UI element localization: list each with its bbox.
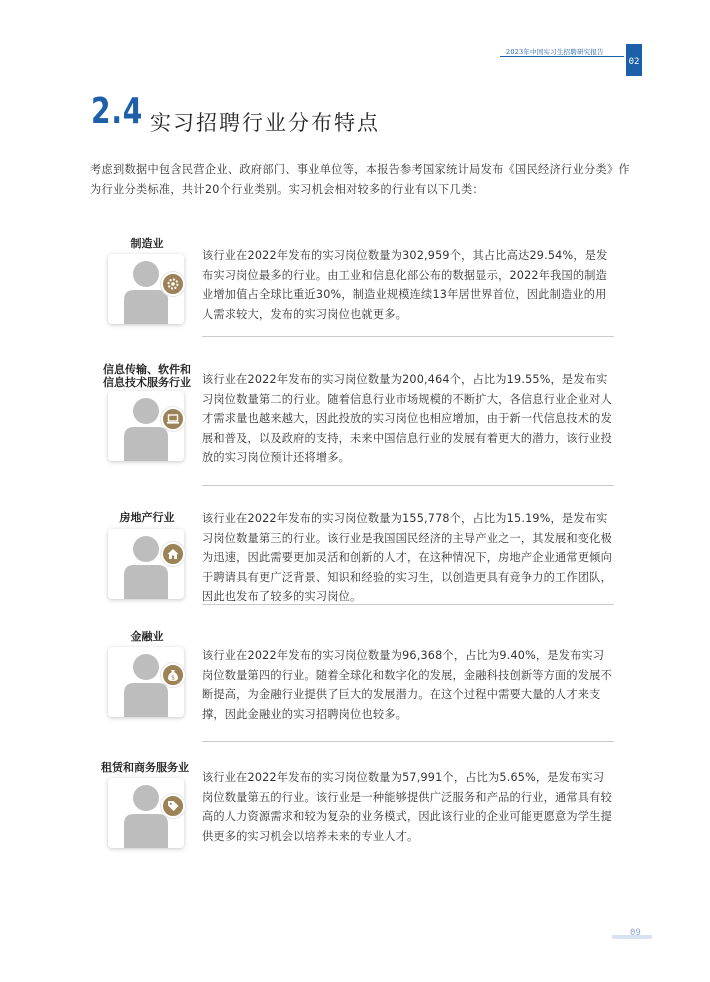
section-number: 2.4	[91, 91, 144, 132]
chapter-tab-label: 02	[628, 57, 640, 67]
industry-desc-it: 该行业在2022年发布的实习岗位数量为200,464个，占比为19.55%，是发布实习岗位数量第二的行业。随着信息行业市场规模的不断扩大，各信息行业企业对人才需求量也越来越大，因此投放的实习岗位也相应增加，由于新一代信息技术的发展和普及，以及政府的支持，未来中国信息行业的发展有着更大的潜力，该行业投放的实习岗位预计还将增多。	[202, 373, 612, 464]
report-title: 2023年中国实习生招聘研究报告	[506, 48, 604, 56]
section-divider	[202, 741, 614, 742]
industry-desc-manufacturing: 该行业在2022年发布的实习岗位数量为302,959个，其占比高达29.54%，是发布实习岗位最多的行业。由工业和信息化部公布的数据显示，2022年我国的制造业增加值占全球比重近30%，制造业规模连续13年居世界首位，因此制造业的用人需求较大，发布的实习岗位也就更多。	[202, 249, 608, 321]
industry-label-manufacturing: 制造业	[130, 237, 164, 250]
section-divider	[202, 336, 614, 337]
header-rule	[500, 56, 624, 57]
industry-desc-real-estate: 该行业在2022年发布的实习岗位数量为155,778个，占比为15.19%，是发布实习岗位数量第三的行业。该行业是我国国民经济的主导产业之一，其发展和变化极为迅速，因此需要更加灵活和创新的人才，在这种情况下，房地产企业通常更倾向于聘请具有更广泛背景、知识和经验的实习生，以创造更具有竞争力的工作团队，因此也发布了较多的实习岗位。	[202, 512, 612, 603]
svg-text:$: $	[171, 674, 175, 682]
gear-icon	[161, 272, 185, 296]
section-divider	[202, 604, 614, 605]
industry-desc-finance: 该行业在2022年发布的实习岗位数量为96,368个，占比为9.40%，是发布实习岗位数量第四的行业。随着全球化和数字化的发展，金融科技创新等方面的发展不断提高，为金融行业提供了巨大的发展潜力。在这个过程中需要大量的人才来支撑，因此金融业的实习招聘岗位也较多。	[202, 649, 612, 721]
section-title: 实习招聘行业分布特点	[150, 111, 380, 135]
money-bag-icon	[161, 663, 185, 687]
laptop-icon	[161, 407, 185, 431]
page-number: 09	[630, 928, 641, 938]
industry-label-finance: 金融业	[130, 630, 164, 643]
industry-desc-leasing: 该行业在2022年发布的实习岗位数量为57,991个，占比为5.65%，是发布实习岗位数量第五的行业。该行业是一种能够提供广泛服务和产品的行业，通常具有较高的人力资源需求和较为复杂的业务模式，因此该行业的企业可能更愿意为学生提供更多的实习机会以培养未来的专业人才。	[202, 771, 612, 843]
section-divider	[202, 485, 614, 486]
industry-label-it: 信息传输、软件和信息技术服务行业	[103, 363, 191, 389]
industry-label-leasing: 租赁和商务服务业	[101, 761, 189, 774]
industry-label-real-estate: 房地产行业	[119, 511, 175, 524]
intro-paragraph: 考虑到数据中包含民营企业、政府部门、事业单位等，本报告参考国家统计局发布《国民经济行业分类》作为行业分类标准，共计20个行业类别。实习机会相对较多的行业有以下几类：	[90, 163, 630, 196]
tag-icon	[161, 794, 185, 818]
house-icon	[161, 542, 185, 566]
